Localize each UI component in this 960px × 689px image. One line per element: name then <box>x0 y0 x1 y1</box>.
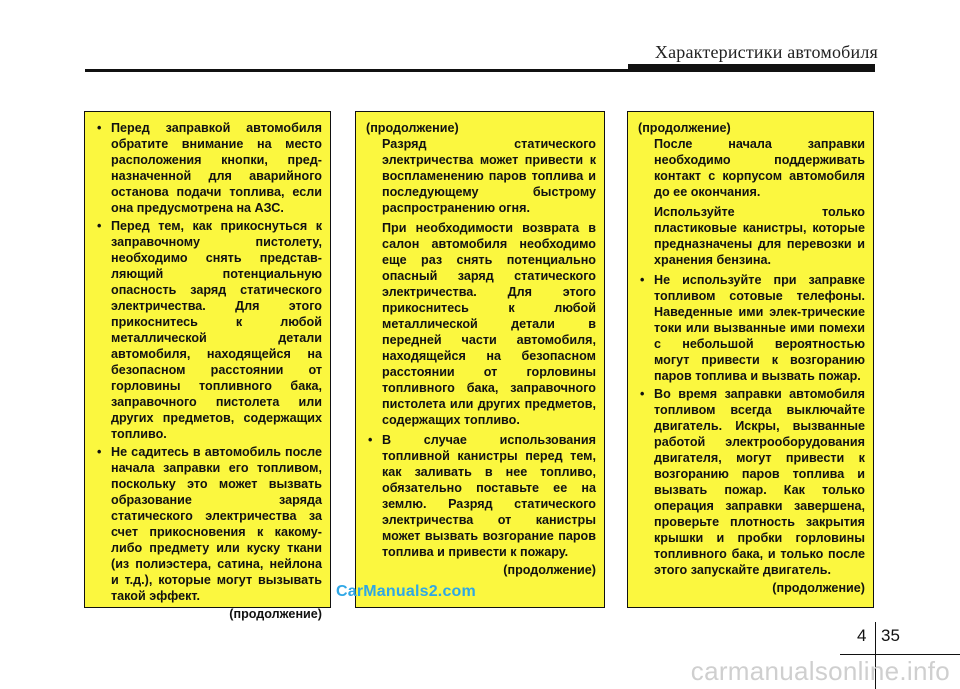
continued-label: (продолжение) <box>772 581 865 595</box>
header-rule-accent <box>628 64 875 70</box>
bullet-item: • Перед заправкой автомобиля обратите внимание на место расположения кнопки, пред-назначенной для аварийного останова подачи топлива, если она предусмотрена на АЗС. <box>95 120 322 216</box>
continued-label: (продолжение) <box>229 607 322 621</box>
site-watermark[interactable]: CarManuals2.com <box>336 583 476 600</box>
continued-label: (продолжение) <box>503 563 596 577</box>
bullet-item: • Во время заправки автомобиля топливом всегда выключайте двигатель. Искры, вызванные работой электрооборудования двигателя, могут привести к возгоранию паров топлива и вызвать пожар. Как только операция заправки завершена, проверьте плотность закрытия крышки и пробки горловины топливного бака, и только после этого запускайте двигатель. <box>638 386 865 578</box>
bullet-item: • Не используйте при заправке топливом сотовые телефоны. Наведенные ими элек-трические токи или вызванные ими помехи с небольшой вероятностью могут привести к возгоранию паров топлива и вызвать пожар. <box>638 272 865 384</box>
bullet-item: • Перед тем, как прикоснуться к заправочному пистолету, необходимо снять представ-ляющий потенциальную опасность заряд статического электричества. Для этого прикоснитесь к любой металлической детали автомобиля, находящейся на безопасном расстоянии от горловины топливного бака, заправочного пистолета или других предметов, содержащих топливо. <box>95 218 322 442</box>
page-number: 35 <box>881 626 900 645</box>
page-header-title: Характеристики автомобиля <box>654 42 878 62</box>
warning-panel-2 <box>355 111 605 608</box>
bullet-item: • В случае использования топливной канистры перед тем, как заливать в нее топливо, обязательно поставьте ее на землю. Разряд статического электричества от канистры может вызвать возгорание паров топлива и привести к пожару. <box>366 432 596 560</box>
warning-panel-1 <box>84 111 331 621</box>
paragraph: После начала заправки необходимо поддерживать контакт с корпусом автомобиля до ее окончания. <box>654 137 865 199</box>
paragraph: При необходимости возврата в салон автомобиля необходимо еще раз снять потенциально опасный заряд статического электричества. Для этого прикоснитесь к любой металлической детали в передней части автомобиля, находящейся на безопасном расстоянии от горловины топливного бака, заправочного пистолета или других предметов, содержащих топливо. <box>382 221 596 427</box>
warning-panel-3 <box>627 111 874 608</box>
continued-label-top: (продолжение) <box>366 121 459 135</box>
bullet-item: • Не садитесь в автомобиль после начала заправки его топливом, поскольку это может вызвать образование заряда статического электричества за счет прикосновения к какому-либо предмету или куску ткани (из полиэстера, сатина, нейлона и т.д.), которые могут вызывать такой эффект. <box>95 444 322 604</box>
paragraph: Используйте только пластиковые канистры, которые предназначены для перевозки и хранения бензина. <box>654 205 865 267</box>
paragraph: Разряд статического электричества может привести к воспламенению паров топлива и последующему быстрому распространению огня. <box>382 137 596 215</box>
footer-watermark[interactable]: carmanualsonline.info <box>690 656 950 686</box>
continued-label-top: (продолжение) <box>638 121 731 135</box>
page-number-divider-horizontal <box>840 654 960 655</box>
chapter-number: 4 <box>857 626 867 645</box>
